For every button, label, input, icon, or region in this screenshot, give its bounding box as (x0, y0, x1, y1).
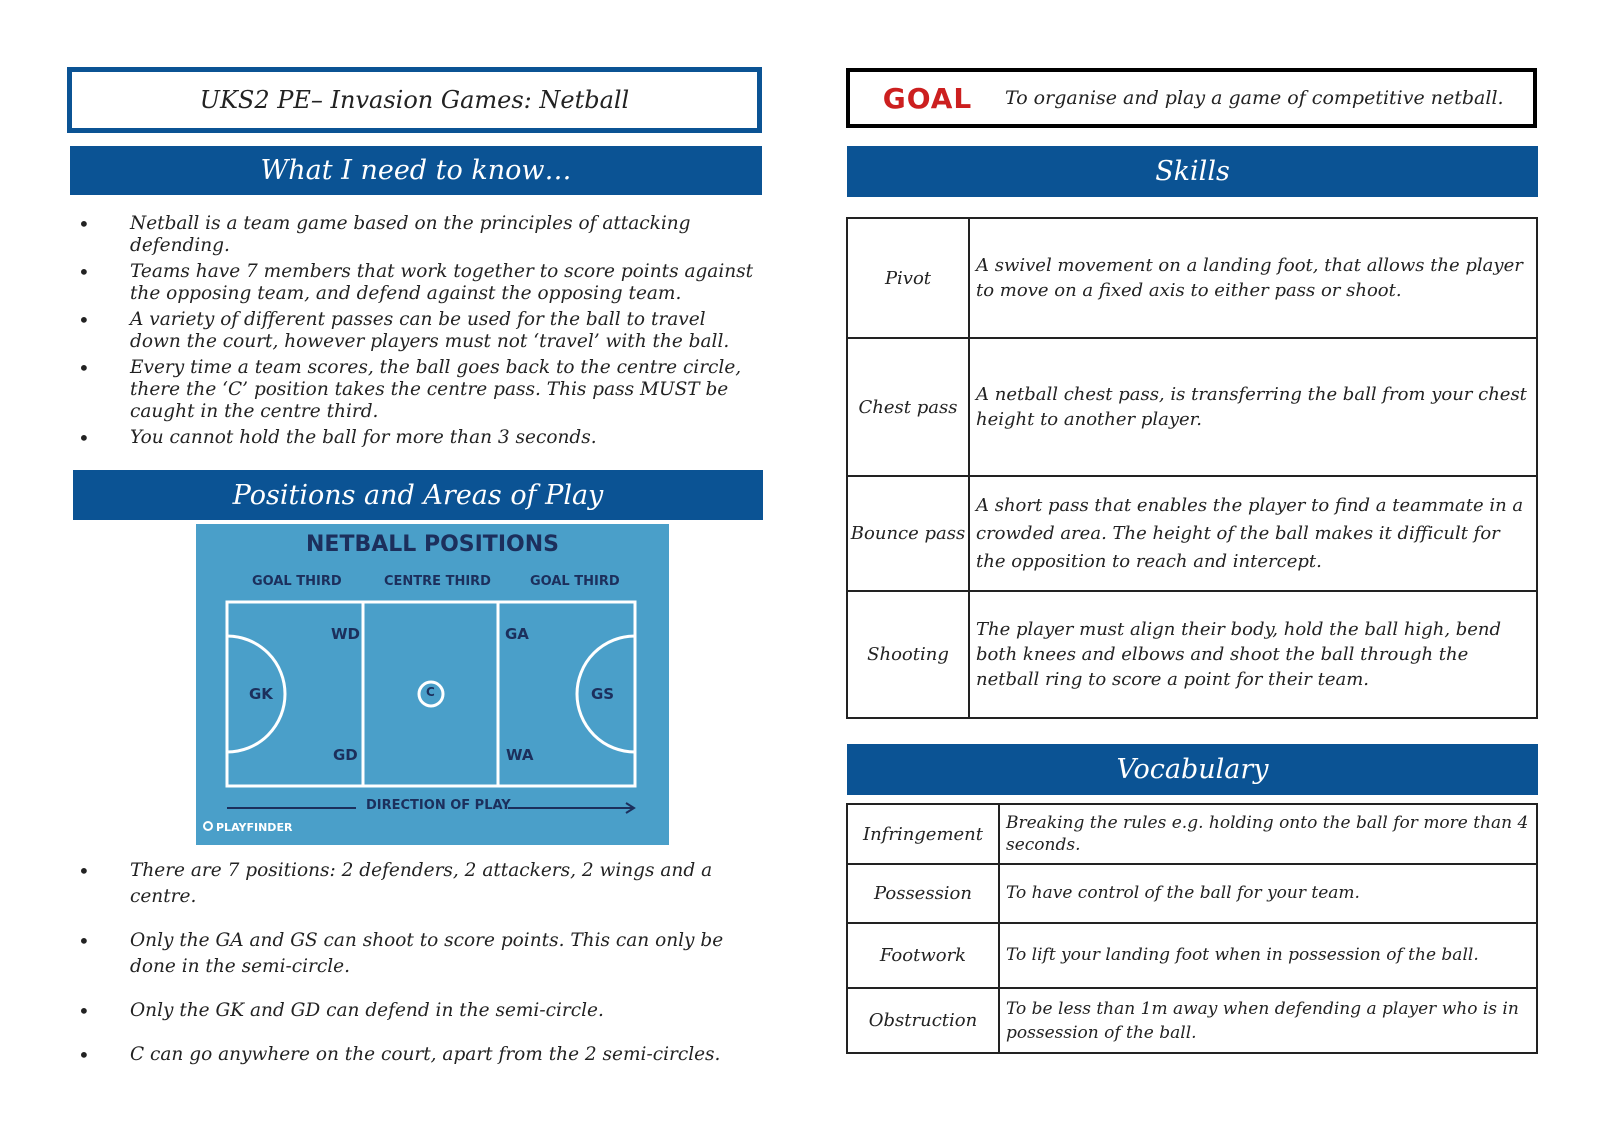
table-row (847, 591, 1537, 718)
skill-definition: A netball chest pass, is transferring the ball from your chest height to another player. (969, 338, 1537, 476)
list-item: • Teams have 7 members that work together to score points against the opposing team, and defend against the opposing team. (70, 261, 760, 305)
goal-banner (846, 68, 1537, 128)
page-title-text: UKS2 PE– Invasion Games: Netball (199, 86, 630, 114)
skill-term: Chest pass (847, 338, 969, 476)
third-label-goal-left: GOAL THIRD (252, 574, 342, 589)
vocabulary-table (846, 803, 1538, 1052)
playfinder-logo: PLAYFINDER (216, 821, 293, 834)
goal-text: To organise and play a game of competitive netball. (1005, 87, 1504, 109)
list-item: • You cannot hold the ball for more than 3 seconds. (70, 427, 760, 449)
position-wd: WD (331, 625, 360, 643)
section-header-know-text: What I need to know… (260, 155, 572, 186)
third-label-goal-right: GOAL THIRD (530, 574, 620, 589)
skills-table (846, 217, 1538, 719)
position-ga: GA (505, 625, 529, 643)
position-gs: GS (591, 685, 615, 703)
section-header-skills-text: Skills (1155, 156, 1230, 187)
direction-of-play-label: DIRECTION OF PLAY (366, 798, 511, 813)
list-item: • Only the GA and GS can shoot to score points. This can only be done in the semi-circle. (70, 928, 760, 980)
table-row (847, 923, 1537, 988)
section-header-positions (73, 470, 763, 520)
know-list (70, 213, 760, 449)
table-row (847, 218, 1537, 338)
vocab-term: Footwork (847, 923, 999, 988)
list-item: • There are 7 positions: 2 defenders, 2 attackers, 2 wings and a centre. (70, 858, 760, 910)
skill-term: Bounce pass (847, 476, 969, 591)
page-title (67, 67, 762, 133)
section-header-skills (847, 146, 1538, 197)
skill-term: Shooting (847, 591, 969, 718)
list-item: • Every time a team scores, the ball goes back to the centre circle, there the ‘C’ position takes the centre pass. This pass MUST be caught in the centre third. (70, 357, 760, 423)
vocab-definition: To lift your landing foot when in possession of the ball. (999, 923, 1537, 988)
position-wa: WA (506, 746, 534, 764)
table-row (847, 338, 1537, 476)
table-row (847, 864, 1537, 923)
list-item: • Netball is a team game based on the principles of attacking defending. (70, 213, 760, 257)
vocab-term: Possession (847, 864, 999, 923)
vocab-term: Obstruction (847, 988, 999, 1053)
third-label-centre: CENTRE THIRD (384, 574, 491, 589)
skill-term: Pivot (847, 218, 969, 338)
positions-list (70, 858, 760, 1068)
section-header-positions-text: Positions and Areas of Play (232, 479, 604, 511)
list-item: • C can go anywhere on the court, apart from the 2 semi-circles. (70, 1042, 760, 1068)
table-row (847, 988, 1537, 1053)
skill-definition: A short pass that enables the player to find a teammate in a crowded area. The height of the ball makes it difficult for the opposition to reach and intercept. (969, 476, 1537, 591)
skill-definition: The player must align their body, hold the ball high, bend both knees and elbows and shoot the ball through the netball ring to score a point for their team. (969, 591, 1537, 718)
section-header-vocabulary-text: Vocabulary (1116, 754, 1269, 785)
vocab-definition: To have control of the ball for your team. (999, 864, 1537, 923)
position-gk: GK (249, 685, 273, 703)
position-gd: GD (333, 746, 358, 764)
skill-definition: A swivel movement on a landing foot, that allows the player to move on a fixed axis to either pass or shoot. (969, 218, 1537, 338)
vocab-definition: Breaking the rules e.g. holding onto the ball for more than 4 seconds. (999, 804, 1537, 864)
netball-court-diagram (196, 524, 669, 845)
section-header-vocabulary (847, 744, 1538, 795)
position-c: C (426, 685, 435, 699)
vocab-definition: To be less than 1m away when defending a player who is in possession of the ball. (999, 988, 1537, 1053)
section-header-know (70, 146, 762, 195)
goal-logo-icon: GOAL (882, 81, 973, 115)
table-row (847, 804, 1537, 864)
court-title: NETBALL POSITIONS (306, 532, 559, 557)
list-item: • Only the GK and GD can defend in the semi-circle. (70, 998, 760, 1024)
table-row (847, 476, 1537, 591)
list-item: • A variety of different passes can be used for the ball to travel down the court, however players must not ‘travel’ with the ball. (70, 309, 760, 353)
vocab-term: Infringement (847, 804, 999, 864)
